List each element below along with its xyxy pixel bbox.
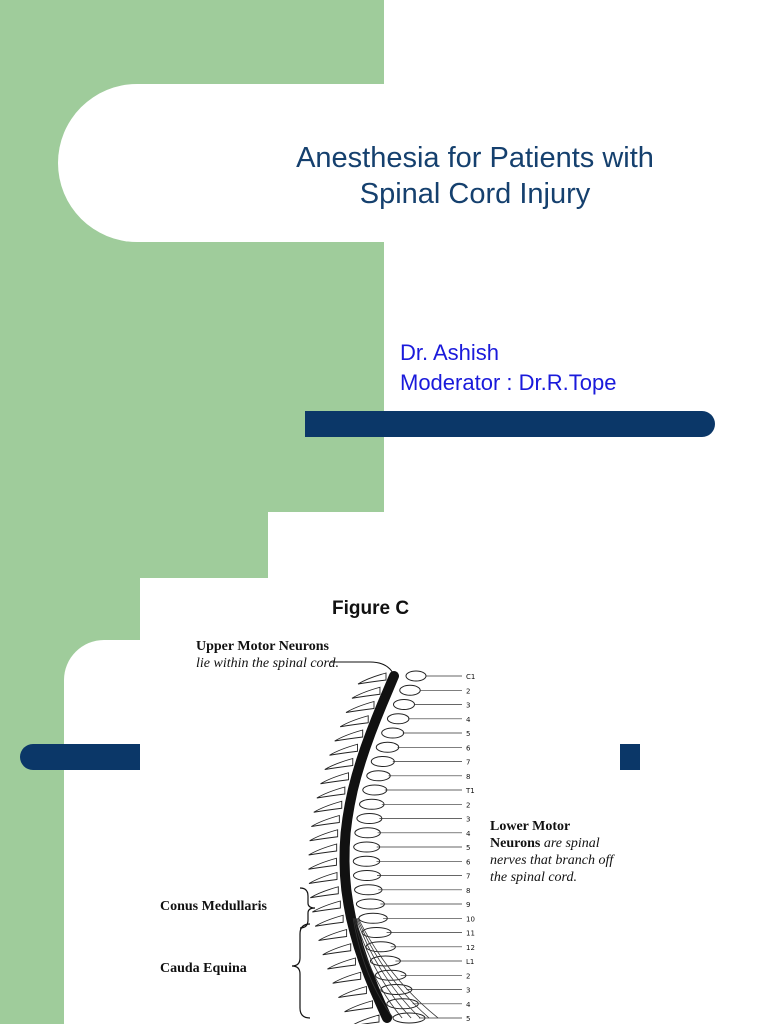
- spinous-process: [345, 1001, 373, 1012]
- upper-motor-italic: lie within the spinal cord.: [196, 656, 339, 671]
- spinous-process: [312, 901, 340, 912]
- segment-label: 6: [466, 858, 471, 867]
- moderator-name: Moderator : Dr.R.Tope: [400, 370, 617, 395]
- spinous-process: [330, 744, 358, 755]
- spinous-process: [310, 887, 338, 898]
- spinous-process: [352, 687, 380, 698]
- navy-bar-left: [20, 744, 150, 770]
- vertebral-body: [376, 742, 399, 752]
- spinal-cord-figure: [140, 578, 620, 1024]
- segment-label: 4: [466, 715, 471, 724]
- spinous-process: [358, 673, 386, 684]
- vertebral-body: [400, 685, 421, 695]
- vertebral-body: [360, 799, 385, 809]
- segment-label: 12: [466, 943, 475, 952]
- segment-label: C1: [466, 673, 476, 681]
- spinous-process: [333, 972, 361, 983]
- vertebral-body: [355, 828, 381, 838]
- title-line-1: Anesthesia for Patients with: [296, 142, 654, 174]
- segment-label: 2: [466, 687, 471, 696]
- spinous-process: [338, 987, 366, 998]
- lower-motor-italic: are spinal nerves that branch off the spinal cord.: [490, 836, 614, 885]
- spinous-process: [323, 944, 351, 955]
- spinous-process: [310, 830, 338, 841]
- lower-motor-bold: Lower Motor Neurons: [490, 819, 570, 851]
- cauda-label: Cauda Equina: [160, 961, 247, 976]
- vertebral-body: [354, 871, 381, 881]
- spinous-process: [321, 773, 349, 784]
- segment-label: 2: [466, 972, 471, 981]
- vertebral-body: [353, 856, 380, 866]
- segment-label: 10: [466, 915, 475, 924]
- upper-motor-bold: Upper Motor Neurons: [196, 639, 329, 654]
- vertebral-body: [367, 771, 391, 781]
- segment-label: 3: [466, 701, 471, 710]
- segment-label: 6: [466, 744, 471, 753]
- spine-illustration: [140, 578, 620, 1024]
- spinous-process: [315, 915, 343, 926]
- figure-title: Figure C: [332, 598, 410, 619]
- slide-title: [240, 140, 710, 212]
- segment-label: 11: [466, 929, 475, 938]
- segment-label: 5: [466, 1015, 471, 1023]
- segment-label: 2: [466, 801, 471, 810]
- segment-label: 5: [466, 730, 471, 738]
- spinous-process: [325, 759, 353, 770]
- segment-label: 5: [466, 844, 471, 852]
- segment-label: 8: [466, 886, 471, 895]
- vertebral-body: [382, 728, 404, 738]
- navy-bar: [305, 411, 715, 437]
- title-line-2: Spinal Cord Injury: [359, 178, 591, 210]
- segment-label: L1: [466, 958, 475, 966]
- figure-slide: [0, 512, 768, 1024]
- spinous-process: [309, 873, 337, 884]
- cauda-bracket: [292, 924, 310, 1018]
- segment-label: 4: [466, 1000, 471, 1009]
- spinous-process: [309, 844, 337, 855]
- spinous-process: [311, 816, 339, 827]
- spinous-process: [319, 930, 347, 941]
- segment-label: 9: [466, 901, 471, 909]
- segment-label: 3: [466, 986, 471, 995]
- segment-label: T1: [466, 787, 475, 795]
- spinous-process: [308, 858, 336, 869]
- spinous-process: [317, 787, 345, 798]
- spinous-process: [351, 1015, 379, 1024]
- vertebral-body: [371, 757, 394, 767]
- navy-bar-right: [620, 744, 640, 770]
- spinous-process: [327, 958, 355, 969]
- vertebral-body: [406, 671, 426, 681]
- author-block: [400, 338, 616, 398]
- segment-label: 7: [466, 758, 471, 767]
- vertebral-body: [363, 785, 387, 795]
- vertebral-body: [356, 899, 384, 909]
- spinous-process: [314, 801, 342, 812]
- segment-label: 4: [466, 829, 471, 838]
- vertebral-body: [354, 842, 380, 852]
- vertebral-body: [387, 714, 409, 724]
- vertebral-body: [355, 885, 383, 895]
- author-name: Dr. Ashish: [400, 340, 500, 365]
- segment-label: 8: [466, 772, 471, 781]
- vertebral-body: [394, 700, 415, 710]
- segment-label: 7: [466, 872, 471, 881]
- vertebral-body: [359, 913, 388, 923]
- conus-label: Conus Medullaris: [160, 899, 267, 914]
- spinous-process: [340, 716, 368, 727]
- conus-bracket: [300, 888, 315, 928]
- vertebral-body: [357, 814, 382, 824]
- spinous-process: [335, 730, 363, 741]
- segment-label: 3: [466, 815, 471, 824]
- spinous-process: [346, 702, 374, 713]
